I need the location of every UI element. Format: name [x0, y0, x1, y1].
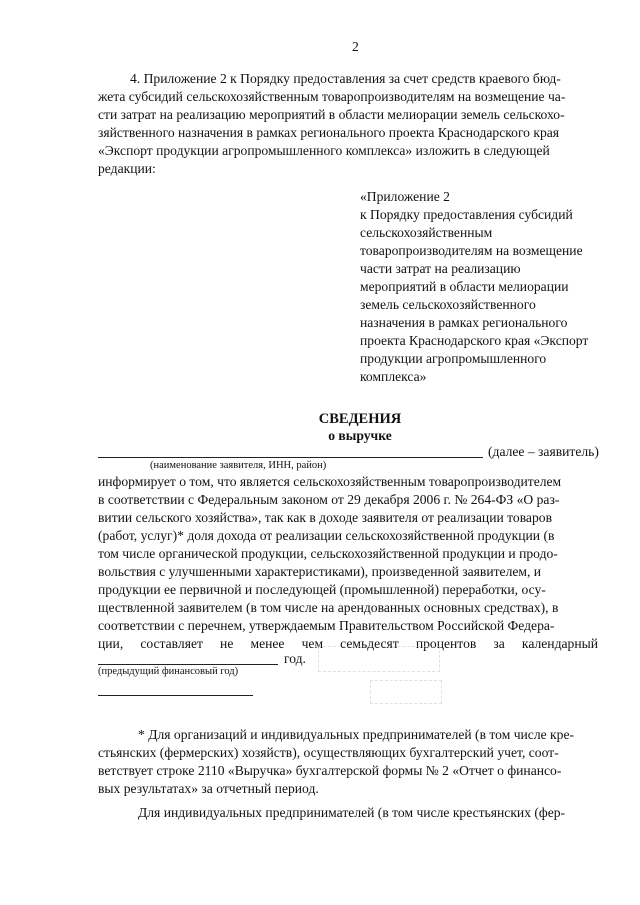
- text-line: редакции:: [98, 161, 156, 176]
- footnote-line: стьянских (фермерских) хозяйств), осуществляющих бухгалтерский учет, соот-: [98, 745, 559, 760]
- text-line: «Экспорт продукции агропромышленного комплекса» изложить в следующей: [98, 143, 550, 158]
- text-line: (работ, услуг)* доля дохода от реализации сельскохозяйственной продукции (в: [98, 528, 555, 543]
- footnote-line: * Для организаций и индивидуальных предпринимателей (в том числе кре-: [138, 727, 575, 742]
- applicant-underline: [98, 457, 483, 458]
- appendix-line: земель сельскохозяйственного: [360, 297, 536, 312]
- text-line: ществленной заявителем (в том числе на арендованных основных средствах), в: [98, 600, 559, 615]
- stamp-mark: [370, 680, 442, 704]
- year-caption: (предыдущий финансовый год): [98, 666, 239, 677]
- document-subtitle: о выручке: [328, 428, 392, 443]
- appendix-line: к Порядку предоставления субсидий: [360, 207, 573, 222]
- text-line: том числе органической продукции, сельскохозяйственной продукции и продо-: [98, 546, 558, 561]
- text-line: ции, составляет не менее чем семьдесят процентов за календарный: [98, 636, 598, 651]
- text-line: в соответствии с Федеральным законом от 29 декабря 2006 г. № 264-ФЗ «О раз-: [98, 492, 560, 507]
- appendix-line: «Приложение 2: [360, 189, 450, 204]
- appendix-line: проекта Краснодарского края «Экспорт: [360, 333, 589, 348]
- appendix-line: товаропроизводителям на возмещение: [360, 243, 583, 258]
- stamp-mark: [318, 646, 440, 672]
- year-underline: [98, 664, 278, 665]
- year-suffix: год.: [284, 651, 306, 666]
- document-title: СВЕДЕНИЯ: [318, 411, 402, 427]
- appendix-line: комплекса»: [360, 369, 427, 384]
- appendix-line: сельскохозяйственным: [360, 225, 493, 240]
- text-line: соответствии с перечнем, утверждаемым Правительством Российской Федера-: [98, 618, 555, 633]
- footnote-line: вых результатах» за отчетный период.: [98, 781, 319, 796]
- footnote-line: ветствует строке 2110 «Выручка» бухгалтерской формы № 2 «Отчет о финансо-: [98, 763, 562, 778]
- last-line: Для индивидуальных предпринимателей (в том числе крестьянских (фер-: [138, 805, 566, 820]
- text-line: сти затрат на реализацию мероприятий в области мелиорации земель сельскохо-: [98, 107, 565, 122]
- text-line: жета субсидий сельскохозяйственным товаропроизводителям на возмещение ча-: [98, 89, 566, 104]
- text-line: 4. Приложение 2 к Порядку предоставления за счет средств краевого бюд-: [130, 71, 561, 86]
- appendix-line: назначения в рамках регионального: [360, 315, 568, 330]
- text-line: продукции ее первичной и последующей (промышленной) переработки, осу-: [98, 582, 546, 597]
- text-line: информирует о том, что является сельскохозяйственным товаропроизводителем: [98, 474, 562, 489]
- text-line: витии сельского хозяйства», так как в доходе заявителя от реализации товаров: [98, 510, 552, 525]
- page-number: 2: [352, 39, 359, 54]
- appendix-line: мероприятий в области мелиорации: [360, 279, 569, 294]
- applicant-suffix: (далее – заявитель): [488, 444, 599, 459]
- footnote-separator: [98, 695, 253, 696]
- appendix-line: части затрат на реализацию: [360, 261, 521, 276]
- text-line: вольствия с улучшенными характеристиками), произведенной заявителем, и: [98, 564, 542, 579]
- text-line: зяйственного назначения в рамках регионального проекта Краснодарского края: [98, 125, 560, 140]
- applicant-caption: (наименование заявителя, ИНН, район): [150, 460, 327, 471]
- appendix-line: продукции агропромышленного: [360, 351, 547, 366]
